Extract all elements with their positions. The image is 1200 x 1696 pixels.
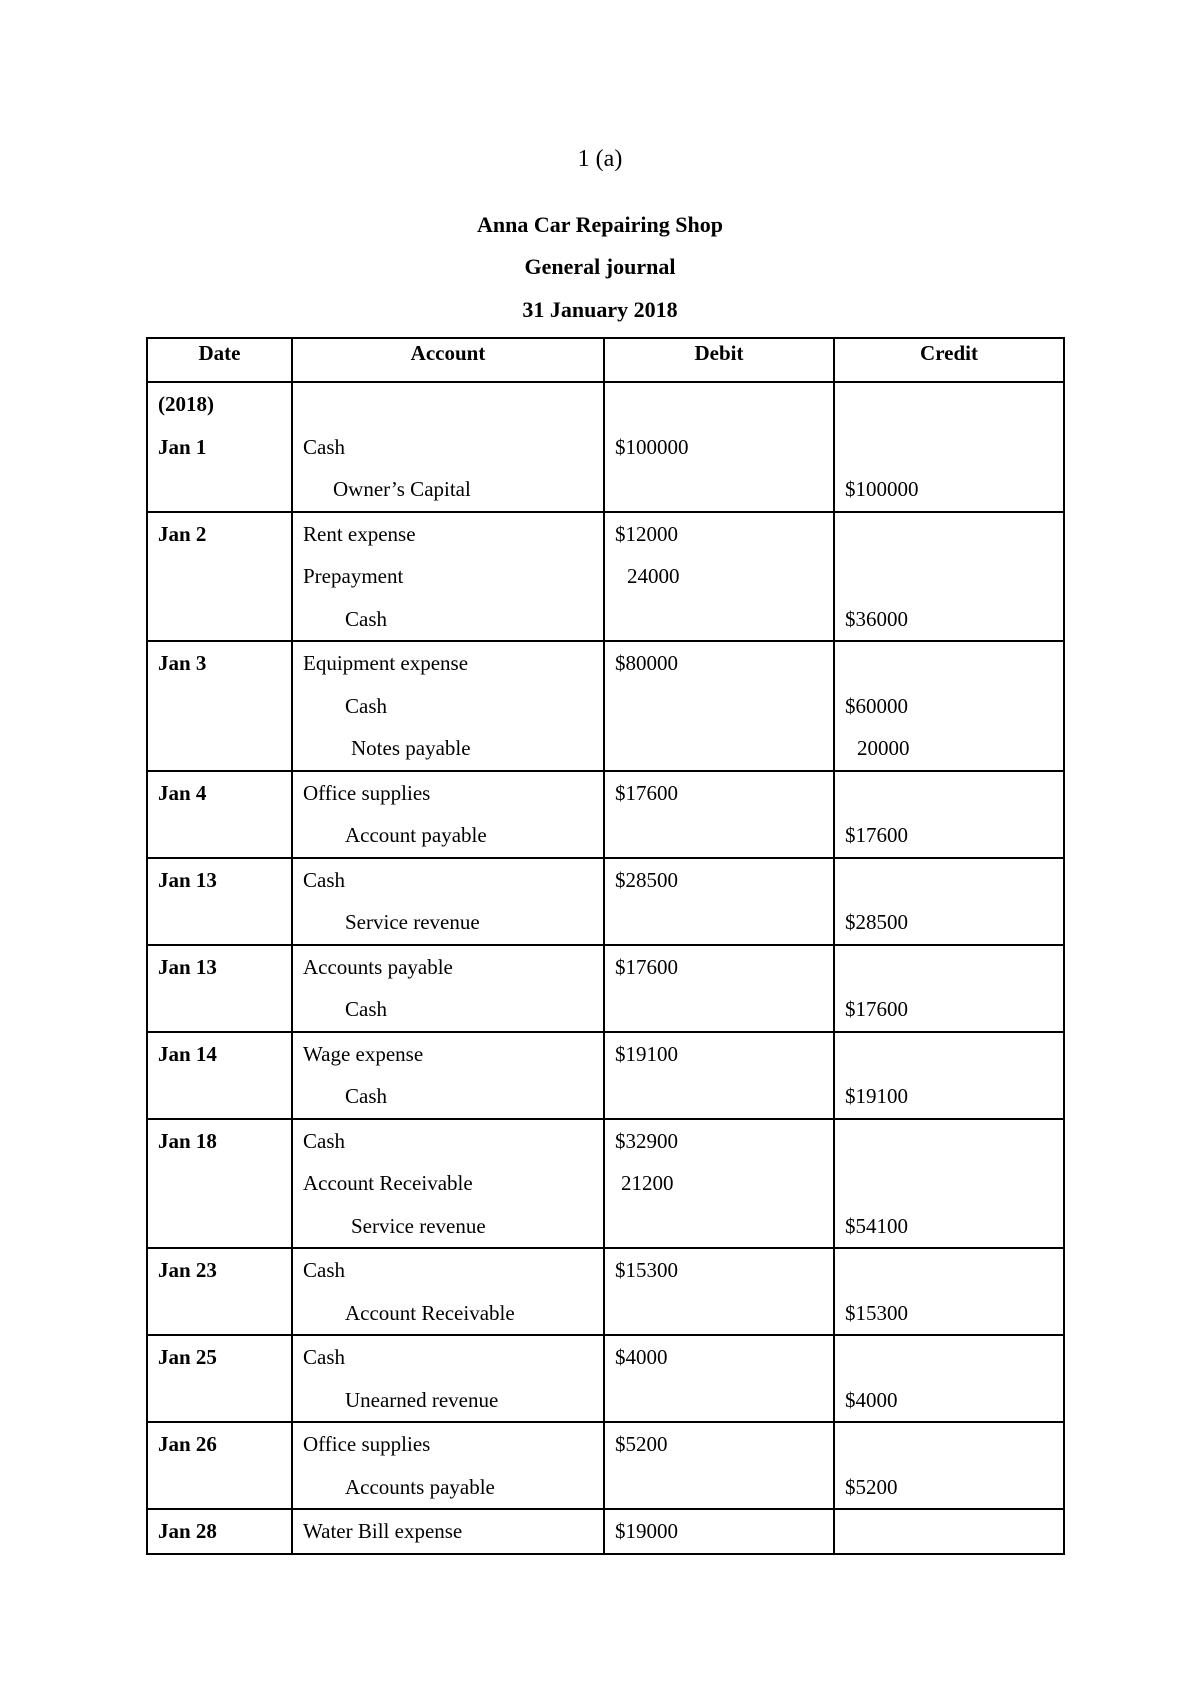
date-cell <box>147 555 292 598</box>
date-cell <box>147 1119 292 1163</box>
account-cell-text: Service revenue <box>345 910 480 934</box>
credit-cell <box>834 1205 1064 1249</box>
journal-line <box>147 1205 1064 1249</box>
debit-cell <box>604 641 834 685</box>
journal-line <box>147 1248 1064 1292</box>
account-cell <box>292 685 604 728</box>
account-cell-text: Prepayment <box>303 564 404 588</box>
statement-title: General journal <box>524 254 676 279</box>
account-cell-text: Owner’s Capital <box>333 477 471 501</box>
date-cell-text: Jan 13 <box>158 867 217 892</box>
account-cell-text: Service revenue <box>351 1213 486 1238</box>
account-cell <box>292 641 604 685</box>
credit-cell-text: $60000 <box>845 693 908 718</box>
journal-line <box>147 814 1064 858</box>
credit-cell <box>834 641 1064 685</box>
debit-cell <box>604 858 834 902</box>
account-cell <box>292 512 604 556</box>
account-cell-text: Office supplies <box>303 780 431 805</box>
debit-cell-text: $12000 <box>615 521 678 546</box>
account-cell <box>292 555 604 598</box>
credit-cell-text: $17600 <box>845 997 908 1021</box>
credit-cell <box>834 1119 1064 1163</box>
date-cell <box>147 945 292 989</box>
account-cell-text: Cash <box>345 606 387 631</box>
credit-cell-text: $100000 <box>845 477 919 501</box>
account-cell-text: Cash <box>345 693 387 718</box>
account-cell-text: Account Receivable <box>303 1171 473 1195</box>
date-cell <box>147 1205 292 1249</box>
account-cell-text: Accounts payable <box>345 1474 495 1499</box>
account-cell <box>292 1335 604 1379</box>
debit-cell-text: $28500 <box>615 867 678 892</box>
credit-cell-text: $54100 <box>845 1213 908 1238</box>
account-cell <box>292 858 604 902</box>
debit-cell-text: $4000 <box>615 1345 668 1369</box>
credit-cell <box>834 685 1064 728</box>
credit-cell <box>834 555 1064 598</box>
account-cell <box>292 1292 604 1336</box>
credit-cell <box>834 814 1064 858</box>
account-cell-text: Unearned revenue <box>345 1387 499 1412</box>
credit-cell <box>834 598 1064 642</box>
debit-cell <box>604 1205 834 1249</box>
journal-line <box>147 1032 1064 1076</box>
debit-cell-text: $19000 <box>615 1519 678 1543</box>
credit-cell-text: $15300 <box>845 1300 908 1325</box>
date-cell-text: Jan 2 <box>158 521 207 546</box>
debit-cell <box>604 1032 834 1076</box>
journal-line <box>147 1466 1064 1510</box>
date-cell <box>147 988 292 1032</box>
credit-cell-text: $28500 <box>845 910 908 934</box>
credit-cell <box>834 1335 1064 1379</box>
date-cell <box>147 426 292 469</box>
column-header-credit: Credit <box>834 338 1064 382</box>
debit-cell <box>604 1466 834 1510</box>
journal-line <box>147 1119 1064 1163</box>
credit-cell <box>834 1466 1064 1510</box>
debit-cell <box>604 1509 834 1554</box>
date-cell <box>147 512 292 556</box>
debit-cell <box>604 727 834 771</box>
account-cell <box>292 1205 604 1249</box>
credit-cell-text: 20000 <box>857 736 910 760</box>
account-cell <box>292 1119 604 1163</box>
account-cell-text: Cash <box>303 1258 345 1282</box>
account-cell <box>292 426 604 469</box>
credit-cell <box>834 426 1064 469</box>
journal-line <box>147 771 1064 815</box>
credit-cell <box>834 1379 1064 1423</box>
date-cell-text: Jan 4 <box>158 780 207 805</box>
debit-cell <box>604 382 834 426</box>
date-cell-text: Jan 14 <box>158 1041 217 1066</box>
journal-line <box>147 382 1064 426</box>
date-cell <box>147 814 292 858</box>
journal-line <box>147 1335 1064 1379</box>
credit-cell-text: $36000 <box>845 606 908 631</box>
question-number: 1 (a) <box>577 146 623 172</box>
journal-line <box>147 1075 1064 1119</box>
date-cell-text: Jan 26 <box>158 1432 217 1456</box>
journal-line <box>147 641 1064 685</box>
journal-line <box>147 945 1064 989</box>
date-cell <box>147 685 292 728</box>
account-cell <box>292 901 604 945</box>
debit-cell-text: $17600 <box>615 954 678 979</box>
account-cell <box>292 1466 604 1510</box>
credit-cell <box>834 1162 1064 1205</box>
journal-line <box>147 988 1064 1032</box>
account-cell-text: Rent expense <box>303 521 416 546</box>
debit-cell <box>604 555 834 598</box>
date-cell <box>147 1292 292 1336</box>
account-cell-text: Account payable <box>345 823 487 847</box>
account-cell <box>292 1075 604 1119</box>
journal-line <box>147 727 1064 771</box>
column-header-account: Account <box>292 338 604 382</box>
journal-line <box>147 1422 1064 1466</box>
journal-line <box>147 685 1064 728</box>
journal-line <box>147 598 1064 642</box>
account-cell-text: Account Receivable <box>345 1300 515 1325</box>
debit-cell <box>604 512 834 556</box>
account-cell <box>292 1379 604 1423</box>
statement-date: 31 January 2018 <box>522 297 678 322</box>
debit-cell <box>604 814 834 858</box>
account-cell <box>292 1248 604 1292</box>
credit-cell <box>834 512 1064 556</box>
debit-cell <box>604 1422 834 1466</box>
account-cell-text: Equipment expense <box>303 651 469 675</box>
account-cell <box>292 771 604 815</box>
account-cell-text: Cash <box>345 997 387 1021</box>
account-cell <box>292 988 604 1032</box>
credit-cell-text: $19100 <box>845 1084 908 1108</box>
account-cell <box>292 1509 604 1554</box>
credit-cell <box>834 382 1064 426</box>
account-cell <box>292 1032 604 1076</box>
date-cell-text: (2018) <box>158 392 214 416</box>
debit-cell <box>604 1379 834 1423</box>
account-cell-text: Cash <box>345 1084 387 1108</box>
table-header-row <box>147 338 1064 382</box>
date-cell <box>147 727 292 771</box>
credit-cell <box>834 945 1064 989</box>
debit-cell-text: $5200 <box>615 1432 668 1456</box>
date-cell <box>147 382 292 426</box>
debit-cell <box>604 1335 834 1379</box>
account-cell-text: Cash <box>303 434 345 459</box>
debit-cell <box>604 1248 834 1292</box>
journal-line <box>147 426 1064 469</box>
date-cell <box>147 1335 292 1379</box>
date-cell-text: Jan 18 <box>158 1128 217 1153</box>
debit-cell <box>604 901 834 945</box>
credit-cell-text: $5200 <box>845 1474 898 1499</box>
journal-line <box>147 1379 1064 1423</box>
date-cell <box>147 1075 292 1119</box>
journal-line <box>147 1509 1064 1554</box>
date-cell-text: Jan 3 <box>158 651 207 675</box>
credit-cell <box>834 1292 1064 1336</box>
date-cell <box>147 468 292 512</box>
date-cell <box>147 1032 292 1076</box>
debit-cell <box>604 1119 834 1163</box>
date-cell <box>147 771 292 815</box>
account-cell <box>292 1162 604 1205</box>
date-cell <box>147 1466 292 1510</box>
account-cell-text: Water Bill expense <box>303 1519 463 1543</box>
credit-cell <box>834 727 1064 771</box>
credit-cell-text: $4000 <box>845 1387 898 1412</box>
date-cell-text: Jan 1 <box>158 434 207 459</box>
debit-cell <box>604 1292 834 1336</box>
account-cell <box>292 468 604 512</box>
debit-cell <box>604 685 834 728</box>
debit-cell-text: $80000 <box>615 651 678 675</box>
debit-cell-text: 24000 <box>627 564 680 588</box>
journal-line <box>147 468 1064 512</box>
debit-cell-text: $15300 <box>615 1258 678 1282</box>
journal-line <box>147 1162 1064 1205</box>
credit-cell <box>834 1509 1064 1554</box>
journal-line <box>147 858 1064 902</box>
debit-cell <box>604 945 834 989</box>
debit-cell <box>604 468 834 512</box>
debit-cell <box>604 1075 834 1119</box>
credit-cell <box>834 1075 1064 1119</box>
account-cell-text: Wage expense <box>303 1041 424 1066</box>
account-cell-text: Cash <box>303 1345 345 1369</box>
account-cell <box>292 382 604 426</box>
column-header-date: Date <box>147 338 292 382</box>
journal-line <box>147 555 1064 598</box>
credit-cell <box>834 988 1064 1032</box>
account-cell-text: Office supplies <box>303 1432 431 1456</box>
date-cell-text: Jan 23 <box>158 1258 217 1282</box>
debit-cell-text: $100000 <box>615 434 689 459</box>
company-name: Anna Car Repairing Shop <box>477 212 723 237</box>
account-cell <box>292 1422 604 1466</box>
debit-cell <box>604 426 834 469</box>
account-cell <box>292 727 604 771</box>
journal-body <box>147 382 1064 1554</box>
date-cell-text: Jan 28 <box>158 1519 217 1543</box>
account-cell-text: Accounts payable <box>303 954 453 979</box>
date-cell-text: Jan 25 <box>158 1345 217 1369</box>
debit-cell <box>604 771 834 815</box>
date-cell <box>147 858 292 902</box>
date-cell <box>147 598 292 642</box>
account-cell-text: Cash <box>303 867 345 892</box>
account-cell-text: Cash <box>303 1128 345 1153</box>
debit-cell <box>604 1162 834 1205</box>
credit-cell <box>834 771 1064 815</box>
general-journal-table <box>146 337 1065 1555</box>
column-header-debit: Debit <box>604 338 834 382</box>
account-cell <box>292 814 604 858</box>
date-cell <box>147 1162 292 1205</box>
date-cell <box>147 1422 292 1466</box>
debit-cell <box>604 598 834 642</box>
debit-cell-text: $19100 <box>615 1041 678 1066</box>
date-cell-text: Jan 13 <box>158 954 217 979</box>
credit-cell <box>834 1422 1064 1466</box>
date-cell <box>147 641 292 685</box>
date-cell <box>147 1248 292 1292</box>
debit-cell <box>604 988 834 1032</box>
account-cell-text: Notes payable <box>351 736 471 760</box>
credit-cell <box>834 858 1064 902</box>
credit-cell-text: $17600 <box>845 823 908 847</box>
journal-line <box>147 1292 1064 1336</box>
credit-cell <box>834 468 1064 512</box>
journal-line <box>147 512 1064 556</box>
date-cell <box>147 1379 292 1423</box>
date-cell <box>147 1509 292 1554</box>
account-cell <box>292 598 604 642</box>
credit-cell <box>834 1248 1064 1292</box>
credit-cell <box>834 1032 1064 1076</box>
debit-cell-text: $17600 <box>615 780 678 805</box>
journal-line <box>147 901 1064 945</box>
debit-cell-text: $32900 <box>615 1128 678 1153</box>
credit-cell <box>834 901 1064 945</box>
date-cell <box>147 901 292 945</box>
debit-cell-text: 21200 <box>621 1171 674 1195</box>
account-cell <box>292 945 604 989</box>
